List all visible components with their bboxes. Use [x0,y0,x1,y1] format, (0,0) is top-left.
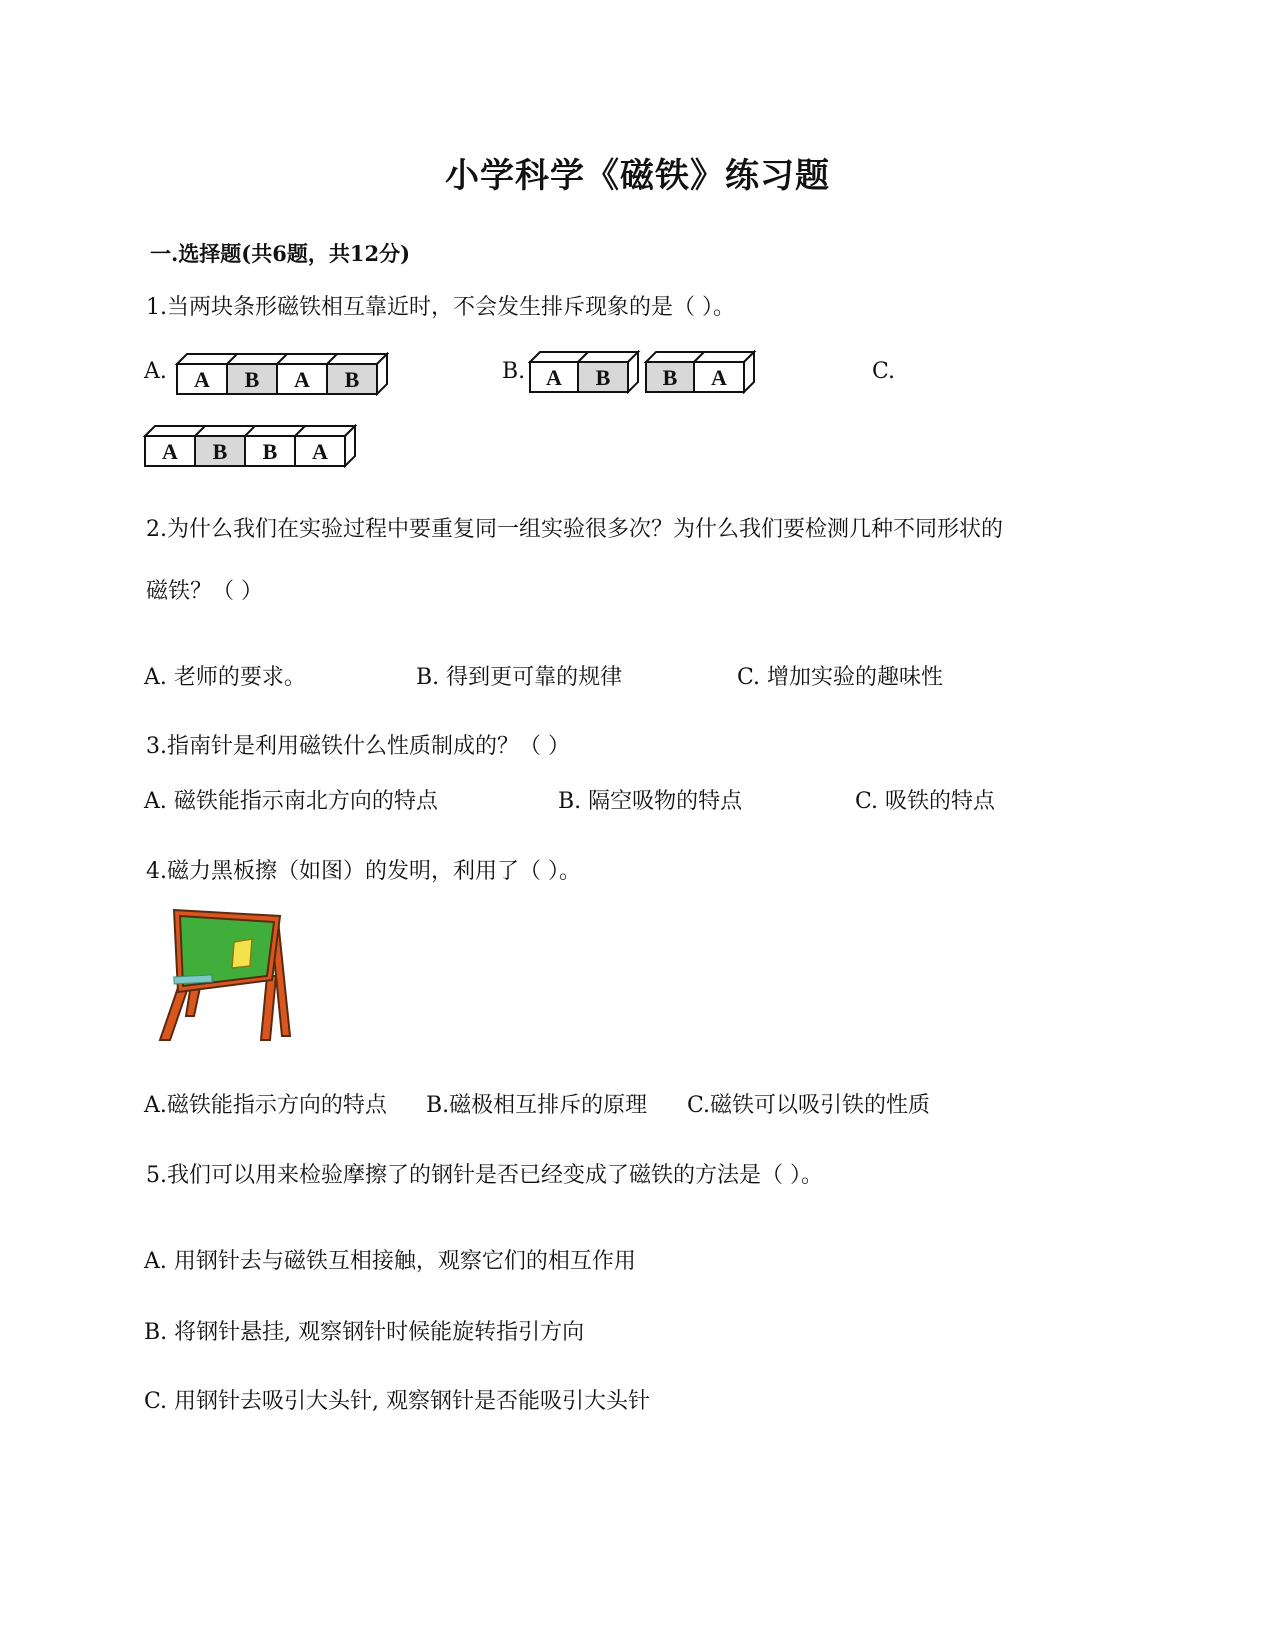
q1-a-block-4: B [344,367,360,392]
q5-option-c: C. 用钢针去吸引大头针, 观察钢针是否能吸引大头针 [144,1389,651,1414]
q1-option-a-magnets [175,352,391,396]
magnetic-blackboard-eraser-image [152,906,292,1046]
question-5: 5.我们可以用来检验摩擦了的钢针是否已经变成了磁铁的方法是（ ）。 [146,1163,823,1188]
question-3: 3.指南针是利用磁铁什么性质制成的？（ ） [146,734,570,759]
q1-a-block-3: A [294,367,310,392]
q1-c-block-1: A [162,439,178,464]
q1-option-b-label: B. [502,359,526,384]
q4-option-a: A.磁铁能指示方向的特点 [144,1093,387,1118]
question-1: 1.当两块条形磁铁相互靠近时，不会发生排斥现象的是（ ）。 [146,295,735,320]
q1-b-block-2: B [595,365,611,390]
q1-b-block-4: A [711,365,727,390]
q1-a-block-1: A [194,367,210,392]
q4-option-b: B.磁极相互排斥的原理 [426,1093,648,1118]
q1-option-c-magnets [143,424,359,468]
page-title: 小学科学《磁铁》练习题 [445,156,830,196]
q1-b-block-1: A [546,365,562,390]
q3-option-c: C. 吸铁的特点 [855,789,996,814]
section-heading: 一.选择题(共6题，共12分) [150,241,411,266]
q3-option-a: A. 磁铁能指示南北方向的特点 [144,789,438,814]
q1-option-a-label: A. [144,359,167,384]
q2-option-a: A. 老师的要求。 [144,665,306,690]
q5-option-b: B. 将钢针悬挂, 观察钢针时候能旋转指引方向 [144,1320,585,1345]
q2-option-b: B. 得到更可靠的规律 [416,665,623,690]
q3-option-b: B. 隔空吸物的特点 [558,789,743,814]
q1-option-b-magnets [528,350,758,394]
q1-c-block-3: B [262,439,278,464]
question-4: 4.磁力黑板擦（如图）的发明，利用了（ ）。 [146,859,581,884]
q1-option-c-label: C. [872,359,896,384]
q4-option-c: C.磁铁可以吸引铁的性质 [687,1093,931,1118]
q1-a-block-2: B [244,367,260,392]
q1-c-block-4: A [312,439,328,464]
q1-c-block-2: B [212,439,228,464]
question-2-line-1: 2.为什么我们在实验过程中要重复同一组实验很多次？为什么我们要检测几种不同形状的 [146,517,1003,542]
q2-option-c: C. 增加实验的趣味性 [737,665,944,690]
question-2-line-2: 磁铁？（ ） [146,579,263,604]
q1-b-block-3: B [662,365,678,390]
q5-option-a: A. 用钢针去与磁铁互相接触，观察它们的相互作用 [144,1249,636,1274]
